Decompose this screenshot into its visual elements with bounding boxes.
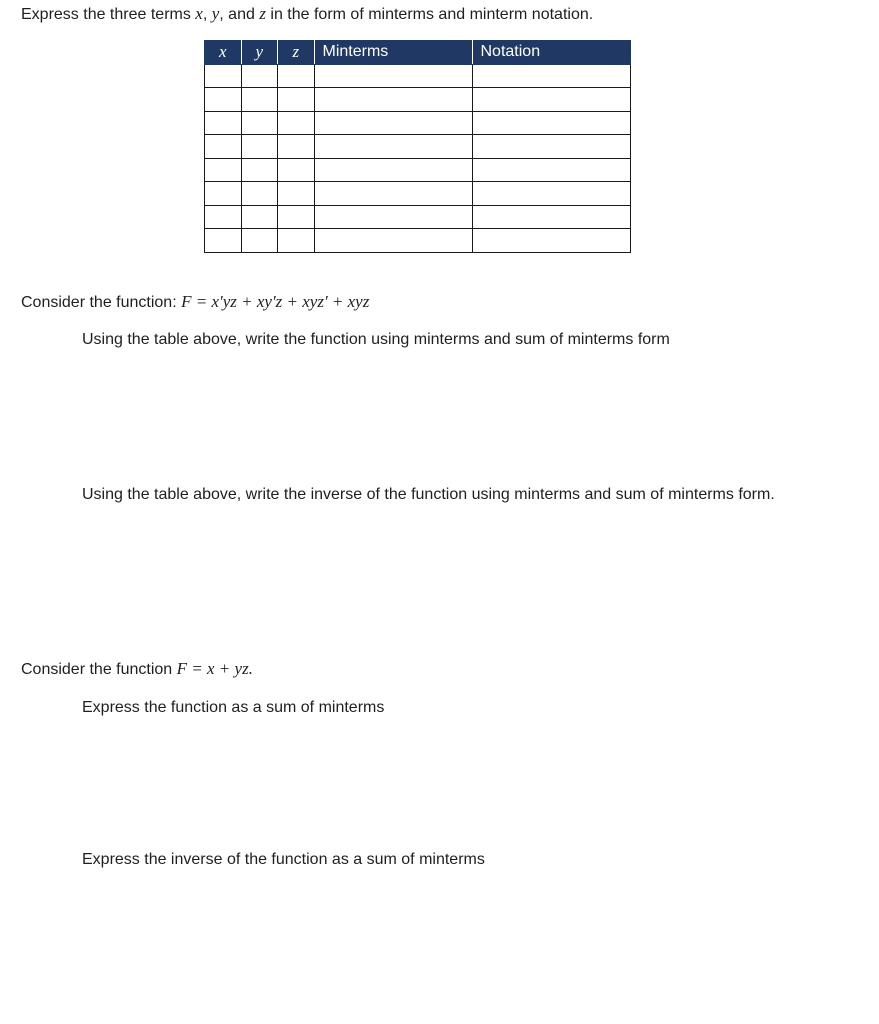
cell-notation[interactable] <box>472 88 630 112</box>
question-sum-of-minterms: Express the function as a sum of minterms <box>82 699 385 716</box>
cell-x[interactable] <box>205 205 242 229</box>
function-formula-2: F = x + yz. <box>176 659 253 678</box>
cell-x[interactable] <box>205 111 242 135</box>
cell-minterm[interactable] <box>314 135 472 159</box>
cell-z[interactable] <box>278 158 315 182</box>
variable-x: x <box>195 4 203 23</box>
cell-notation[interactable] <box>472 229 630 253</box>
header-y: y <box>241 41 278 65</box>
cell-y[interactable] <box>241 205 278 229</box>
intro-text-after: in the form of minterms and minterm notation. <box>265 6 594 23</box>
cell-y[interactable] <box>241 135 278 159</box>
function-lead-2: Consider the function <box>21 661 177 678</box>
table-header-row <box>205 41 631 65</box>
cell-y[interactable] <box>241 64 278 88</box>
question-inverse-minterms-sum: Using the table above, write the inverse of the function using minterms and sum of minterms form. <box>82 486 775 503</box>
cell-minterm[interactable] <box>314 229 472 253</box>
cell-x[interactable] <box>205 182 242 206</box>
table-row <box>205 205 631 229</box>
question-inverse-sum-of-minterms: Express the inverse of the function as a sum of minterms <box>82 851 485 868</box>
cell-notation[interactable] <box>472 205 630 229</box>
cell-y[interactable] <box>241 111 278 135</box>
cell-notation[interactable] <box>472 111 630 135</box>
cell-minterm[interactable] <box>314 182 472 206</box>
intro-text-before: Express the three terms <box>21 6 196 23</box>
cell-x[interactable] <box>205 88 242 112</box>
cell-z[interactable] <box>278 205 315 229</box>
function-statement-2 <box>21 659 253 680</box>
table-row <box>205 158 631 182</box>
minterm-table <box>204 40 631 253</box>
variable-y: y <box>211 4 220 23</box>
cell-z[interactable] <box>278 64 315 88</box>
cell-minterm[interactable] <box>314 111 472 135</box>
cell-x[interactable] <box>205 229 242 253</box>
cell-z[interactable] <box>278 88 315 112</box>
cell-x[interactable] <box>205 135 242 159</box>
cell-notation[interactable] <box>472 158 630 182</box>
table-row <box>205 135 631 159</box>
cell-z[interactable] <box>278 182 315 206</box>
cell-minterm[interactable] <box>314 205 472 229</box>
cell-z[interactable] <box>278 229 315 253</box>
cell-notation[interactable] <box>472 182 630 206</box>
cell-notation[interactable] <box>472 135 630 159</box>
cell-z[interactable] <box>278 135 315 159</box>
table-row <box>205 88 631 112</box>
cell-z[interactable] <box>278 111 315 135</box>
function-statement-1 <box>21 292 369 313</box>
function-formula-1: F = x′yz + xy′z + xyz′ + xyz <box>181 292 370 311</box>
table-row <box>205 182 631 206</box>
table-row <box>205 229 631 253</box>
header-minterms: Minterms <box>314 41 472 65</box>
cell-minterm[interactable] <box>314 158 472 182</box>
cell-minterm[interactable] <box>314 88 472 112</box>
table-row <box>205 111 631 135</box>
cell-notation[interactable] <box>472 64 630 88</box>
cell-x[interactable] <box>205 158 242 182</box>
intro-separator-2: , and <box>219 6 260 23</box>
question-minterms-sum: Using the table above, write the function using minterms and sum of minterms form <box>82 331 670 348</box>
variable-z: z <box>259 4 266 23</box>
header-z: z <box>278 41 315 65</box>
cell-y[interactable] <box>241 182 278 206</box>
header-x: x <box>205 41 242 65</box>
intro-instruction <box>21 4 593 25</box>
function-lead-1: Consider the function: <box>21 294 182 311</box>
cell-y[interactable] <box>241 158 278 182</box>
header-notation: Notation <box>472 41 630 65</box>
cell-x[interactable] <box>205 64 242 88</box>
cell-minterm[interactable] <box>314 64 472 88</box>
table-row <box>205 64 631 88</box>
intro-separator-1: , <box>202 6 212 23</box>
cell-y[interactable] <box>241 229 278 253</box>
cell-y[interactable] <box>241 88 278 112</box>
